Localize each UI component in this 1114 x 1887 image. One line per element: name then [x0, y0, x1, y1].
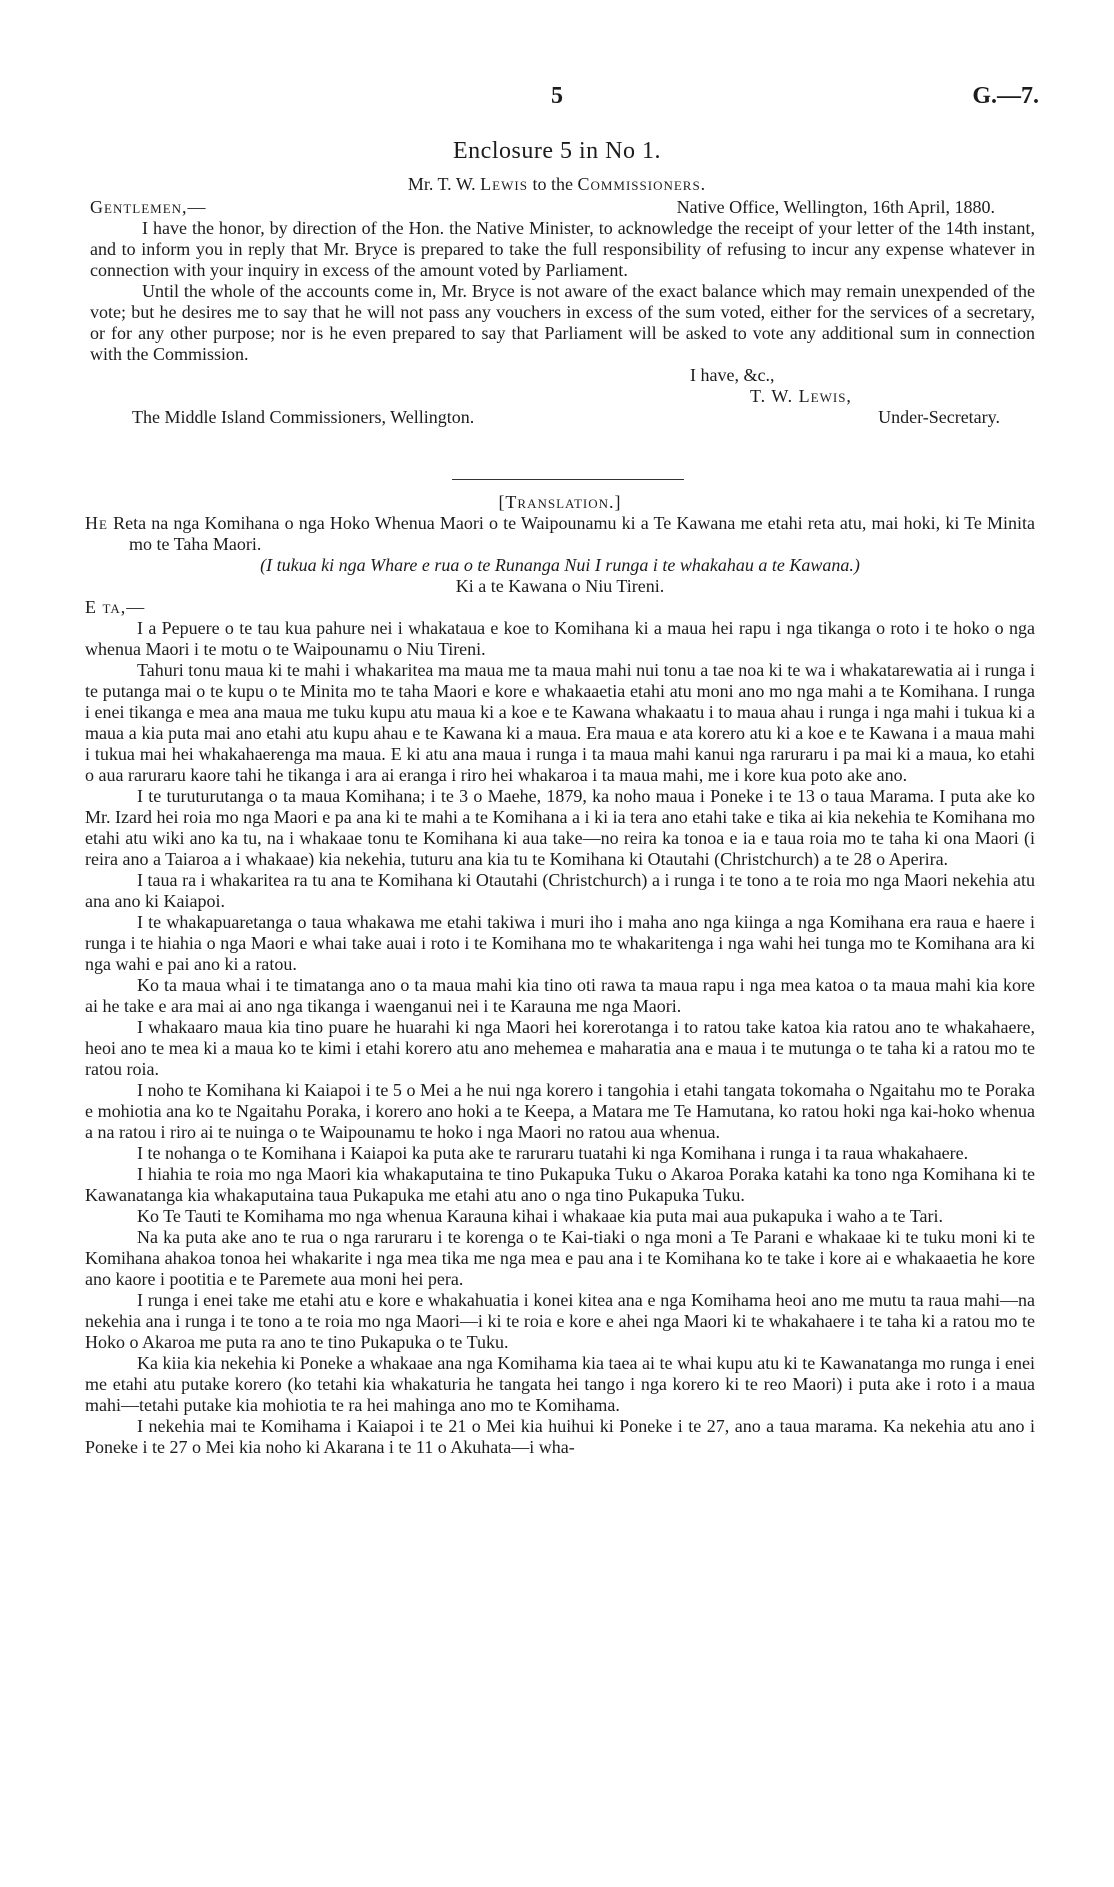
letter-from-to	[0, 174, 1114, 195]
to-name: Commissioners.	[577, 174, 707, 194]
salutation-row	[90, 197, 1035, 218]
translation-paragraph: I te whakapuaretanga o taua whakawa me etahi takiwa i muri iho i maha ano nga kiinga a nga Komihana era raua e haere i runga i te hiahia o nga Maori e whai take auai i roto i te Komihana mo te whakaritenga i nga wahi hei tunga mo te Komihana ara ki nga wahi e pai ano ki a ratou.	[85, 912, 1035, 974]
translation-salutation: E ta,—	[85, 597, 146, 617]
translation-paragraph: Ka kiia kia nekehia ki Poneke a whakaae ana nga Komihama kia taea ai te whai kupu atu ki te Kawanatanga mo runga i enei me etahi atu putake korero (ko tetahi kia whakaturia he tangata hei tango i nga korero ki te reo Maori) i puta ake i roto i a maua mahi—tetahi putake kia mohiotia te ra hei mahinga ano mo te Komihama.	[85, 1353, 1035, 1415]
enclosure-title: Enclosure 5 in No 1.	[453, 138, 661, 164]
translation-section	[85, 492, 1035, 1458]
addressee: The Middle Island Commissioners, Wellington.	[132, 407, 475, 427]
translation-paragraph: I taua ra i whakaritea ra tu ana te Komihana ki Otautahi (Christchurch) a i runga i te tono a te roia mo nga Maori nekehia atu ana ano ki Kaiapoi.	[85, 870, 1035, 911]
signatory-title: Under-Secretary.	[878, 407, 1000, 427]
letter-paragraph: I have the honor, by direction of the Hon. the Native Minister, to acknowledge the receipt of your letter of the 14th instant, and to inform you in reply that Mr. Bryce is prepared to take the full responsibility of refusing to incur any expense whatever in connection with your inquiry in excess of the amount voted by Parliament.	[90, 218, 1035, 280]
salutation: Gentlemen,—	[90, 197, 207, 217]
translation-subheading: (I tukua ki nga Whare e rua o te Runanga Nui I runga i te whakahau a te Kawana.)	[260, 555, 860, 575]
from-name: Lewis	[480, 174, 528, 194]
translation-paragraph: Ko Te Tauti te Komihama mo nga whenua Karauna kihai i whakaae kia puta mai aua pukapuka i waho a te Tari.	[137, 1206, 943, 1226]
translation-paragraph: Ko ta maua whai i te timatanga ano o ta maua mahi kia tino oti rawa ta maua rapu i nga mea katoa o ta maua mahi kia kore ai he take e ara mai ai ano nga tikanga i waenganui nei i te Karauna me nga Maori.	[85, 975, 1035, 1016]
translation-paragraph: Tahuri tonu maua ki te mahi i whakaritea ma maua me ta maua mahi nui tonu a tae noa ki te wa i whakatarewatia ai i runga i te putanga mai o te kupu o te Minita mo te taha Maori e kore e whakaaetia etahi atu moni ano mo nga mahi a te Komihana. I runga i enei tikanga e mea ana maua me tuku kupu atu maua ki a koe e te Kawana whakaatu i to maua ahau i runga i nga mahi i tukua ki a maua a kia puta mai ano etahi atu kupu ahau e te Kawana ki a maua. Era maua e ata korero atu ki a koe e te Kawana i a maua mahi i tukua mai hei whakahaerenga ma maua. E ki atu ana maua i runga i ta maua mahi kanui nga raruraru i pa mai ki a maua, ko etahi o aua raruraru kaore tahi he tikanga i ara ai eranga i riro hei whakaroa i ta maua mahi, me i kore kua poto ake ano.	[85, 660, 1035, 785]
signature: T. W. Lewis,	[750, 386, 852, 406]
translation-heading: He Reta na nga Komihana o nga Hoko Whenua Maori o te Waipounamu ki a Te Kawana me etahi reta atu, mai hoki, ki Te Minita mo te Taha Maori.	[85, 513, 1036, 554]
from-prefix: Mr. T. W.	[407, 174, 476, 194]
translation-paragraph: I whakaaro maua kia tino puare he huarahi ki nga Maori hei korerotanga i to ratou take katoa kia ratou ano te whakahaere, heoi ano te mea ki a maua ko te kimi i etahi korero atu ano mehemea e maharatia ana e maua i te mutunga o te taha ki a ratou mo te ratou roia.	[85, 1017, 1035, 1079]
translation-paragraph: Na ka puta ake ano te rua o nga raruraru i te korenga o te Kai-tiaki o nga moni a Te Parani e whakaae ki te tuku moni ki te Komihana ahakoa tonoa hei whakarite i nga mea tika me nga mea e pau ana i te Komihana ko te take i kore ai e whakaaetia he kore ano kaore i pootitia e te Paremete aua moni hei pera.	[85, 1227, 1035, 1289]
translation-addressee: Ki a te Kawana o Niu Tireni.	[455, 576, 665, 596]
english-letter	[90, 197, 1035, 428]
letter-paragraph: Until the whole of the accounts come in, Mr. Bryce is not aware of the exact balance which may remain unexpended of the vote; but he desires me to say that he will not pass any vouchers in excess of the sum voted, either for the services of a secretary, or for any other purpose; nor is he even prepared to say that Parliament will be asked to vote any additional sum in connection with the Commission.	[90, 281, 1035, 364]
translation-paragraph: I noho te Komihana ki Kaiapoi i te 5 o Mei a he nui nga korero i tangohia i etahi tangata tokomaha o Ngaitahu mo te Poraka e mohiotia ana ko te Ngaitahu Poraka, i korero ano hoki a te Keepa, a Matara me Te Hamutana, ko ratou hoki nga kai-hoko whenua a na ratou i riro ai te nuinga o te Waipounamu te hoko i nga Maori no ratou aua whenua.	[85, 1080, 1035, 1142]
to-word: to the	[532, 174, 573, 194]
translation-paragraph: I runga i enei take me etahi atu e kore e whakahuatia i konei kitea ana e nga Komihama heoi ano me mutu ta raua mahi—na nekehia ana i runga i te tono a te roia mo nga Maori—i ki te roia e kore e ahei nga Maori ki te whakahaere i te taha ki a ratou mo te Hoko o Akaroa me puta ra ano te tino Pukapuka o te Tuku.	[85, 1290, 1035, 1352]
translation-paragraph: I nekehia mai te Komihama i Kaiapoi i te 21 o Mei kia huihui ki Poneke i te 27, ano a taua marama. Ka nekehia atu ano i Poneke i te 27 o Mei kia noho ki Akarana i te 11 o Akuhata—i wha-	[85, 1416, 1035, 1457]
translation-paragraph: I te nohanga o te Komihana i Kaiapoi ka puta ake te raruraru tuatahi ki nga Komihana i runga i ta raua whakahaere.	[137, 1143, 969, 1163]
place-date: Native Office, Wellington, 16th April, 1880.	[676, 197, 995, 217]
translation-paragraph: I a Pepuere o te tau kua pahure nei i whakataua e koe to Komihana ki a maua hei rapu i nga tikanga o roto i te hoko o nga whenua Maori i te motu o te Waipounamu o Niu Tireni.	[85, 618, 1035, 659]
section-divider	[452, 479, 684, 480]
closing: I have, &c.,	[690, 365, 775, 385]
addressee-row	[90, 407, 1035, 428]
translation-paragraph: I hiahia te roia mo nga Maori kia whakaputaina te tino Pukapuka Tuku o Akaroa Poraka katahi ka tono nga Komihana ki te Kawanatanga kia whakaputaina taua Pukapuka me etahi atu ano o nga tino Pukapuka Tuku.	[85, 1164, 1035, 1205]
page-number: 5	[551, 83, 563, 109]
document-code: G.—7.	[972, 83, 1039, 109]
translation-label: [Translation.]	[498, 492, 622, 512]
translation-paragraph: I te turuturutanga o ta maua Komihana; i te 3 o Maehe, 1879, ka noho maua i Poneke i te 13 o taua Marama. I puta ake ko Mr. Izard hei roia mo nga Maori e pa ana ki te mahi a te Komihana a i ki ia tera ano etahi take e tika ai kia nekehia te Komihana mo etahi atu wiki ano ka tu, na i whakaae tonu te Komihana ki aua take—no reira ka tonoa e ia e taua roia mo te taha ki ona Maori (i reira ano a Taiaroa a i whakaae) kia nekehia, tuturu ana kia tu te Komihana ki Otautahi (Christchurch) a te 28 o Aperira.	[85, 786, 1035, 869]
